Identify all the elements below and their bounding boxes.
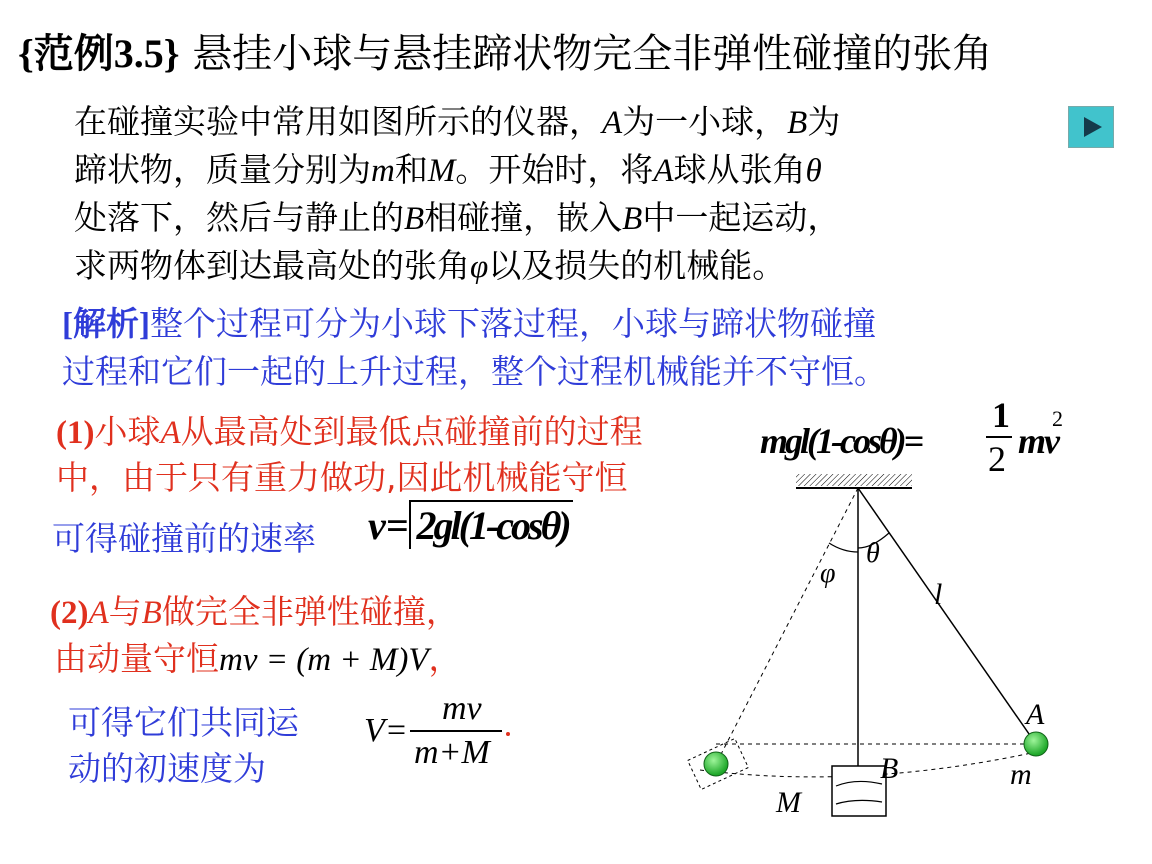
velocity-label-1: 可得它们共同运 (68, 703, 299, 742)
label-theta: θ (866, 538, 880, 569)
problem-line-1: 在碰撞实验中常用如图所示的仪器，A为一小球，B为 (74, 102, 841, 141)
ball-a (1024, 732, 1048, 756)
problem-line-2: 蹄状物，质量分别为m和M。开始时，将A球从张角θ (74, 150, 822, 189)
step2-line-2: 由动量守恒mv = (m + M)V， (54, 639, 462, 678)
label-a: A (1026, 698, 1045, 731)
label-m: m (1010, 758, 1032, 791)
speed-label: 可得碰撞前的速率 (52, 519, 316, 558)
block-b (832, 766, 886, 816)
play-button[interactable] (1068, 106, 1114, 148)
analysis-line-2: 过程和它们一起的上升过程，整个过程机械能并不守恒。 (62, 352, 887, 391)
velocity-equation: V= mv m+M (364, 690, 524, 780)
label-phi: φ (820, 558, 836, 589)
step1-line-2: 中，由于只有重力做功,因此机械能守恒 (56, 458, 628, 497)
ball-combined (704, 752, 728, 776)
step2-line-1: (2)A与B做完全非弹性碰撞， (50, 592, 459, 631)
problem-line-4: 求两物体到达最高处的张角φ以及损失的机械能。 (74, 246, 786, 285)
label-big-m: M (776, 786, 801, 819)
phi-arc (829, 543, 858, 552)
label-l: l (934, 578, 943, 611)
step1-line-1: (1)小球A从最高处到最低点碰撞前的过程 (56, 412, 643, 451)
example-number: {范例3.5} (18, 31, 180, 76)
speed-equation: v= 2gl(1-cosθ) (368, 500, 573, 549)
pendulum-diagram (680, 470, 1045, 830)
analysis-tag: [解析] (62, 307, 150, 343)
title-text: 悬挂小球与悬挂蹄状物完全非弹性碰撞的张角 (179, 31, 993, 77)
dashed-string (716, 488, 858, 764)
slide-title (18, 22, 992, 79)
ceiling-hatch (796, 474, 912, 486)
problem-line-3: 处落下，然后与静止的B相碰撞，嵌入B中一起运动， (74, 198, 841, 237)
string-to-a (858, 488, 1036, 744)
analysis-line-1: [解析]整个过程可分为小球下落过程，小球与蹄状物碰撞 (62, 304, 876, 343)
label-b: B (880, 752, 899, 785)
velocity-label-2: 动的初速度为 (68, 749, 266, 788)
